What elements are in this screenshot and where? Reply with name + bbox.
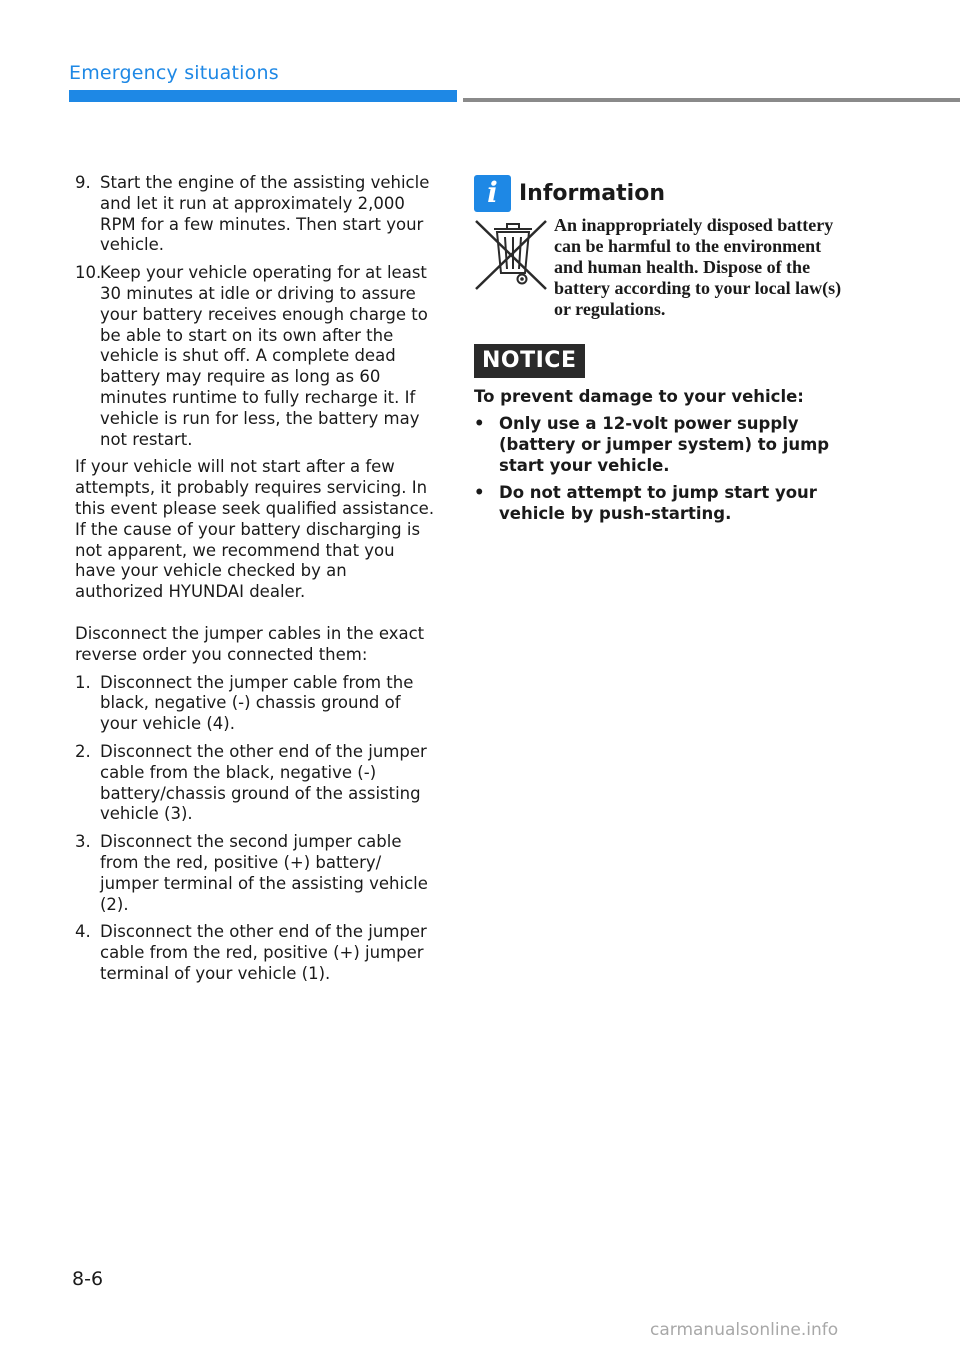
list-item <box>474 413 854 476</box>
list-item <box>75 673 437 735</box>
list-item <box>75 742 437 825</box>
step-number: 10. <box>75 263 102 283</box>
section-title: Emergency situations <box>69 62 279 84</box>
watermark: carmanualsonline.info <box>650 1320 839 1340</box>
left-column <box>75 173 437 992</box>
step-number: 4. <box>75 922 91 942</box>
list-item <box>75 922 437 984</box>
notice-lead: To prevent damage to your vehicle: <box>474 387 804 406</box>
information-title: Information <box>519 180 665 206</box>
notice-section <box>474 320 854 524</box>
step-text: Disconnect the other end of the jumper cable from the red, positive (+) jumper terminal of your vehicle (1). <box>100 922 427 983</box>
information-text: An inappropriately disposed battery can be harmful to the environment and human health. Dispose of the battery according to your local law(s) or regulations. <box>554 215 842 319</box>
header-rule-accent <box>69 90 457 102</box>
information-header <box>474 173 854 213</box>
bullet-icon: • <box>474 483 485 502</box>
list-item <box>474 482 854 524</box>
step-number: 2. <box>75 741 91 761</box>
crossed-out-bin-icon <box>474 215 554 295</box>
step-text: Disconnect the other end of the jumper cable from the black, negative (-) battery/chassis ground of the assisting vehicle (3). <box>100 741 427 824</box>
notice-bullet-text: Only use a 12-volt power supply (battery or jumper system) to jump start your vehicle. <box>499 414 830 475</box>
step-number: 1. <box>75 672 91 692</box>
list-item <box>75 832 437 915</box>
paragraph-servicing: If your vehicle will not start after a few attempts, it probably requires servicing. In this event please seek qualified assistance. If the cause of your battery discharging is not apparent, we recommend that you have your vehicle checked by an authorized HYUNDAI dealer. <box>75 457 435 602</box>
step-text: Disconnect the jumper cable from the black, negative (-) chassis ground of your vehicle (4). <box>100 672 414 734</box>
paragraph-disconnect-intro: Disconnect the jumper cables in the exact reverse order you connected them: <box>75 623 425 664</box>
step-text: Keep your vehicle operating for at least 30 minutes at idle or driving to assure your battery receives enough charge to be able to start on its own after the vehicle is shut off. A complete dead battery may require as long as 60 minutes runtime to fully recharge it. If vehicle is run for less, the battery may not restart. <box>100 263 428 449</box>
step-number: 3. <box>75 832 91 852</box>
header-rule-gray <box>463 98 960 102</box>
info-icon: i <box>474 175 511 212</box>
bullet-icon: • <box>474 414 485 433</box>
information-body <box>474 215 854 320</box>
notice-badge: NOTICE <box>474 344 585 378</box>
right-column <box>474 173 854 524</box>
information-box <box>474 173 854 320</box>
notice-bullet-text: Do not attempt to jump start your vehicle by push-starting. <box>499 483 817 523</box>
step-number: 9. <box>75 173 91 192</box>
list-item <box>75 263 437 450</box>
page-number: 8-6 <box>72 1268 104 1290</box>
step-text: Disconnect the second jumper cable from the red, positive (+) battery/ jumper terminal of the assisting vehicle (2). <box>100 832 428 914</box>
list-item <box>75 173 437 256</box>
step-text: Start the engine of the assisting vehicle and let it run at approximately 2,000 RPM for a few minutes. Then start your vehicle. <box>100 173 430 255</box>
